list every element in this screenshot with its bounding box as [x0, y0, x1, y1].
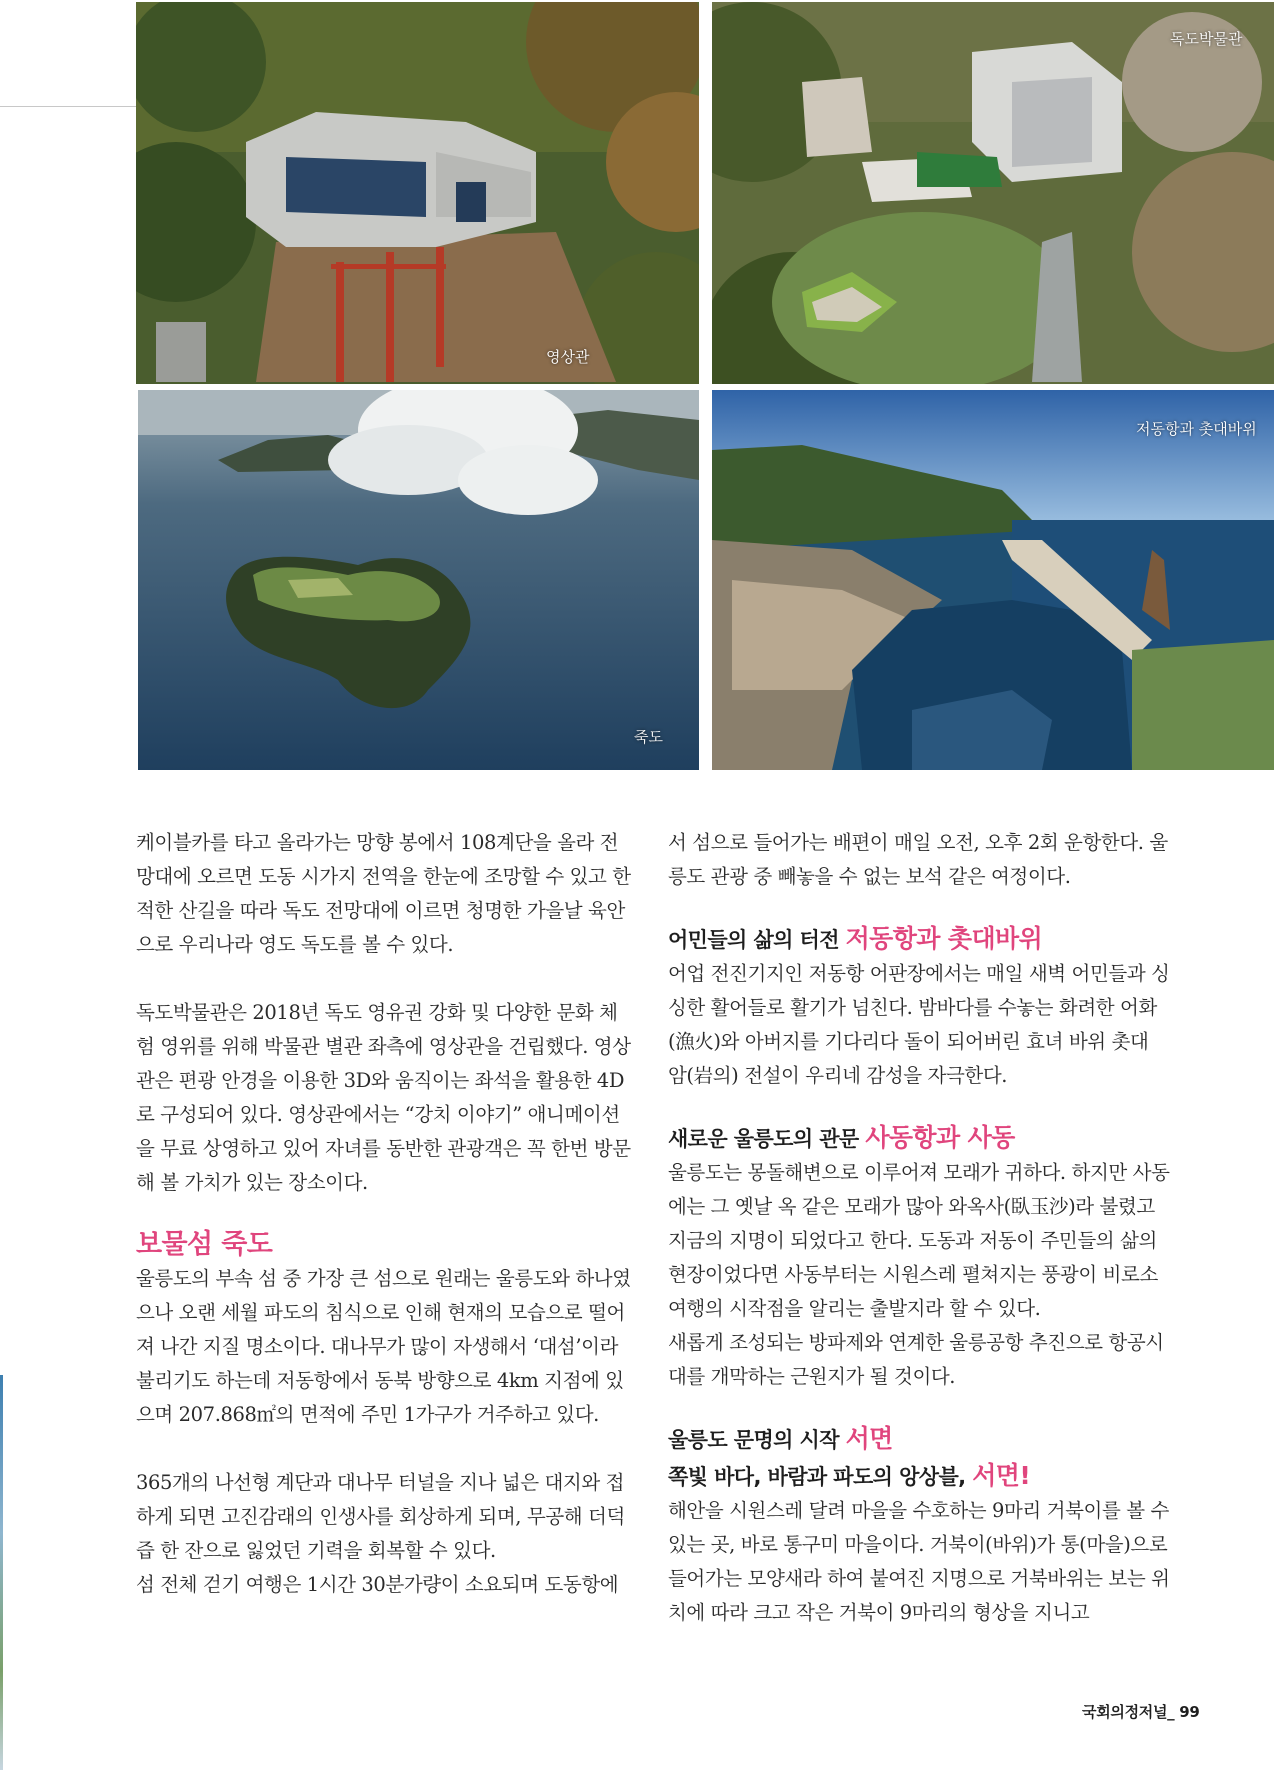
heading-text: 쪽빛 바다, 바람과 파도의 앙상블, — [668, 1465, 973, 1489]
body-paragraph: 해안을 시원스레 달려 마을을 수호하는 9마리 거북이를 볼 수 있는 곳, 바로 통구미 마을이다. 거북이(바위)가 통(마을)으로 들어가는 모양새라 하여 붙여진 지명으로 거북바위는 보는 위치에 따라 크고 작은 거북이 9마리의 형상을 지니고 — [668, 1499, 1170, 1624]
section-heading-jukdo — [136, 1226, 636, 1262]
heading-accent-text: 사동항과 사동 — [865, 1123, 1015, 1152]
heading-accent-text: 저동항과 촛대바위 — [845, 924, 1043, 953]
heading-text: 울릉도 문명의 시작 — [668, 1428, 846, 1452]
body-paragraph: 365개의 나선형 계단과 대나무 터널을 지나 넓은 대지와 접하게 되면 고진감래의 인생사를 회상하게 되며, 무공해 더덕즙 한 잔으로 잃었던 기력을 회복할 수 있다. — [136, 1471, 625, 1562]
body-paragraph: 울릉도의 부속 섬 중 가장 큰 섬으로 원래는 울릉도와 하나였으나 오랜 세월 파도의 침식으로 인해 현재의 모습으로 떨어져 나간 지질 명소이다. 대나무가 많이 자생해서 ‘대섬’이라 불리기도 하는데 저동항에서 동북 방향으로 4km 지점에 있으며 207.868㎡의 면적에 주민 1가구가 거주하고 있다. — [136, 1267, 631, 1426]
photo-dokdo-museum — [712, 2, 1274, 384]
adjacent-page-photo-edge — [0, 1375, 3, 1770]
body-paragraph: 어업 전진기지인 저동항 어판장에서는 매일 새벽 어민들과 싱싱한 활어들로 활기가 넘친다. 밤바다를 수놓는 화려한 어화(漁火)와 아버지를 기다리다 돌이 되어버린 효녀 바위 촛대 암(岩의) 전설이 우리네 감성을 자극한다. — [668, 962, 1170, 1087]
photo-caption: 저동항과 촛대바위 — [1136, 420, 1257, 438]
top-rule — [0, 106, 136, 107]
photo-caption: 독도박물관 — [1170, 30, 1243, 48]
body-paragraph: 새롭게 조성되는 방파제와 연계한 울릉공항 추진으로 항공시대를 개막하는 근원지가 될 것이다. — [668, 1331, 1164, 1388]
section-subheading-seomyeon — [668, 1457, 1170, 1494]
page-folio: 국회의정저널_ 99 — [1082, 1703, 1200, 1721]
heading-accent-text: 서면! — [972, 1461, 1031, 1490]
photo-caption: 영상관 — [546, 348, 590, 366]
body-paragraph: 울릉도는 몽돌해변으로 이루어져 모래가 귀하다. 하지만 사동에는 그 옛날 옥 같은 모래가 많아 와옥사(臥玉沙)라 불렸고 지금의 지명이 되었다고 한다. 도동과 저동이 주민들의 삶의 현장이었다면 사동부터는 시원스레 펼쳐지는 풍광이 비로소 여행의 시작점을 알리는 출발지라 할 수 있다. — [668, 1161, 1170, 1320]
left-text-column — [136, 826, 636, 1602]
section-heading-jeodong — [668, 920, 1170, 957]
body-paragraph: 독도박물관은 2018년 독도 영유권 강화 및 다양한 문화 체험 영위를 위해 박물관 별관 좌측에 영상관을 건립했다. 영상관은 편광 안경을 이용한 3D와 움직이는 좌석을 활용한 4D로 구성되어 있다. 영상관에서는 “강치 이야기” 애니메이션을 무료 상영하고 있어 자녀를 동반한 관광객은 꼭 한번 방문해 볼 가치가 있는 장소이다. — [136, 1001, 631, 1194]
photo-jeodong-harbor — [712, 390, 1274, 770]
heading-accent-text: 보물섬 죽도 — [136, 1229, 273, 1260]
body-paragraph: 섬 전체 걷기 여행은 1시간 30분가량이 소요되며 도동항에 — [136, 1573, 619, 1596]
photo-video-hall — [136, 2, 699, 384]
photo-caption: 죽도 — [634, 728, 663, 746]
body-paragraph: 서 섬으로 들어가는 배편이 매일 오전, 오후 2회 운항한다. 울릉도 관광 중 빼놓을 수 없는 보석 같은 여정이다. — [668, 831, 1168, 888]
heading-accent-text: 서면 — [845, 1424, 893, 1453]
heading-text: 어민들의 삶의 터전 — [668, 928, 846, 952]
heading-text: 새로운 울릉도의 관문 — [668, 1127, 866, 1151]
section-heading-sadong — [668, 1119, 1170, 1156]
photo-jukdo-island — [138, 390, 699, 770]
section-heading-seomyeon — [668, 1420, 1170, 1457]
right-text-column — [668, 826, 1170, 1630]
body-paragraph: 케이블카를 타고 올라가는 망향 봉에서 108계단을 올라 전망대에 오르면 도동 시가지 전역을 한눈에 조망할 수 있고 한적한 산길을 따라 독도 전망대에 이르면 청명한 가을날 육안으로 우리나라 영도 독도를 볼 수 있다. — [136, 831, 631, 956]
